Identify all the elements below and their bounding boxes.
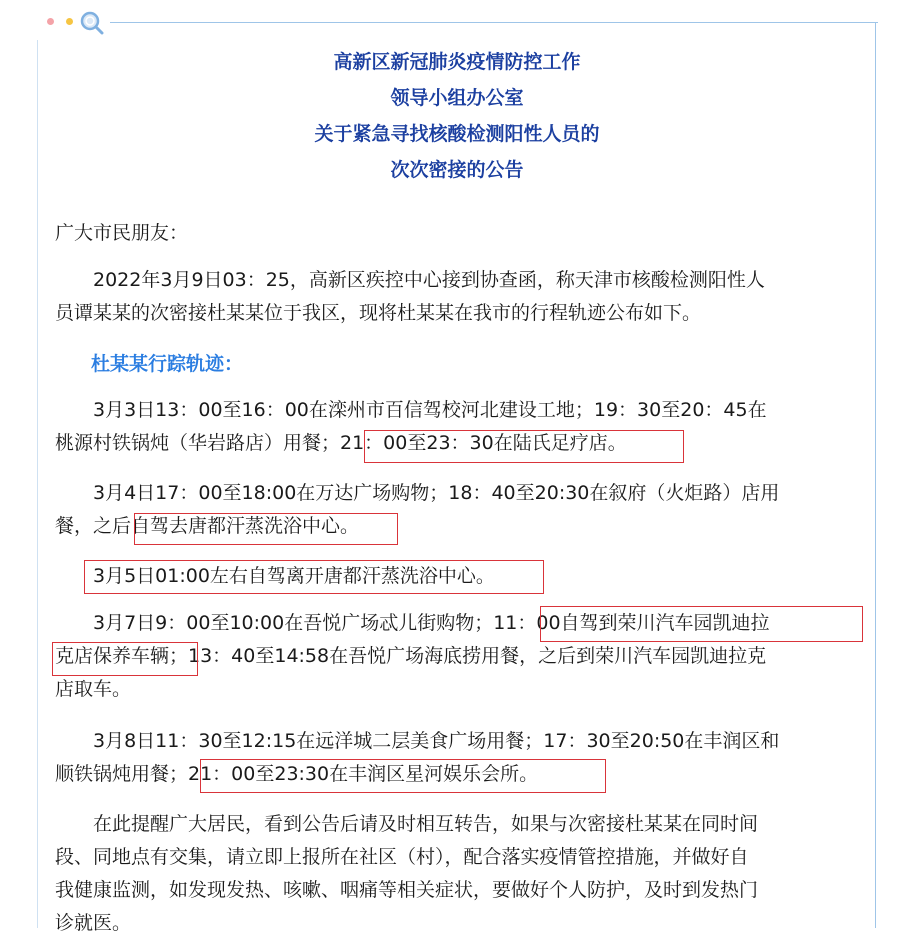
trip-line: 桃源村铁锅炖（华岩路店）用餐；21：00至23：30在陆氏足疗店。 (55, 432, 627, 454)
notice-title (38, 44, 876, 188)
trip-line: 3月3日13：00至16：00在滦州市百信驾校河北建设工地；19：30至20：45在 (93, 399, 767, 421)
trip-line: 3月7日9：00至10:00在吾悦广场忒儿街购物；11：00自驾到荣川汽车园凯迪拉 (93, 612, 770, 634)
frame-top-border (110, 22, 878, 23)
title-line: 关于紧急寻找核酸检测阳性人员的 (314, 123, 600, 145)
trip-line: 克店保养车辆；13：40至14:58在吾悦广场海底捞用餐，之后到荣川汽车园凯迪拉克 (55, 645, 767, 667)
intro-line: 员谭某某的次密接杜某某位于我区，现将杜某某在我市的行程轨迹公布如下。 (55, 302, 702, 324)
trajectory-subheading: 杜某某行踪轨迹： (91, 353, 244, 375)
greeting-text: 广大市民朋友： (55, 222, 189, 244)
trip-line: 3月4日17：00至18:00在万达广场购物；18：40至20:30在叙府（火炬路）店用 (93, 482, 780, 504)
yellow-dot-icon (66, 18, 73, 25)
pink-dot-icon (47, 18, 54, 25)
highlight-box (52, 642, 198, 676)
trip-line: 店取车。 (55, 678, 132, 700)
highlight-box (200, 759, 606, 793)
reminder-line: 诊就医。 (55, 912, 132, 934)
trip-line: 餐，之后自驾去唐都汗蒸洗浴中心。 (55, 515, 360, 537)
highlight-box (134, 513, 398, 545)
trip-line: 3月5日01:00左右自驾离开唐都汗蒸洗浴中心。 (93, 565, 495, 587)
intro-paragraph (55, 264, 865, 330)
highlight-box (540, 606, 863, 642)
reminder-line: 我健康监测，如发现发热、咳嗽、咽痛等相关症状，要做好个人防护，及时到发热门 (55, 879, 759, 901)
trip-line: 顺铁锅炖用餐；21：00至23:30在丰润区星河娱乐会所。 (55, 763, 539, 785)
title-line: 高新区新冠肺炎疫情防控工作 (333, 51, 581, 73)
title-line: 领导小组办公室 (390, 87, 524, 109)
magnifier-icon (80, 11, 106, 35)
highlight-box (84, 560, 544, 594)
title-line: 次次密接的公告 (390, 159, 524, 181)
highlight-box (364, 430, 684, 463)
reminder-paragraph (55, 808, 865, 940)
reminder-line: 段、同地点有交集，请立即上报所在社区（村），配合落实疫情管控措施，并做好自 (55, 846, 749, 868)
trip-line: 3月8日11：30至12:15在远洋城二层美食广场用餐；17：30至20:50在丰润区和 (93, 730, 780, 752)
reminder-line: 在此提醒广大居民，看到公告后请及时相互转告，如果与次密接杜某某在同时间 (93, 813, 759, 835)
intro-line: 2022年3月9日03：25，高新区疾控中心接到协查函，称天津市核酸检测阳性人 (93, 269, 765, 291)
greeting (55, 217, 865, 250)
